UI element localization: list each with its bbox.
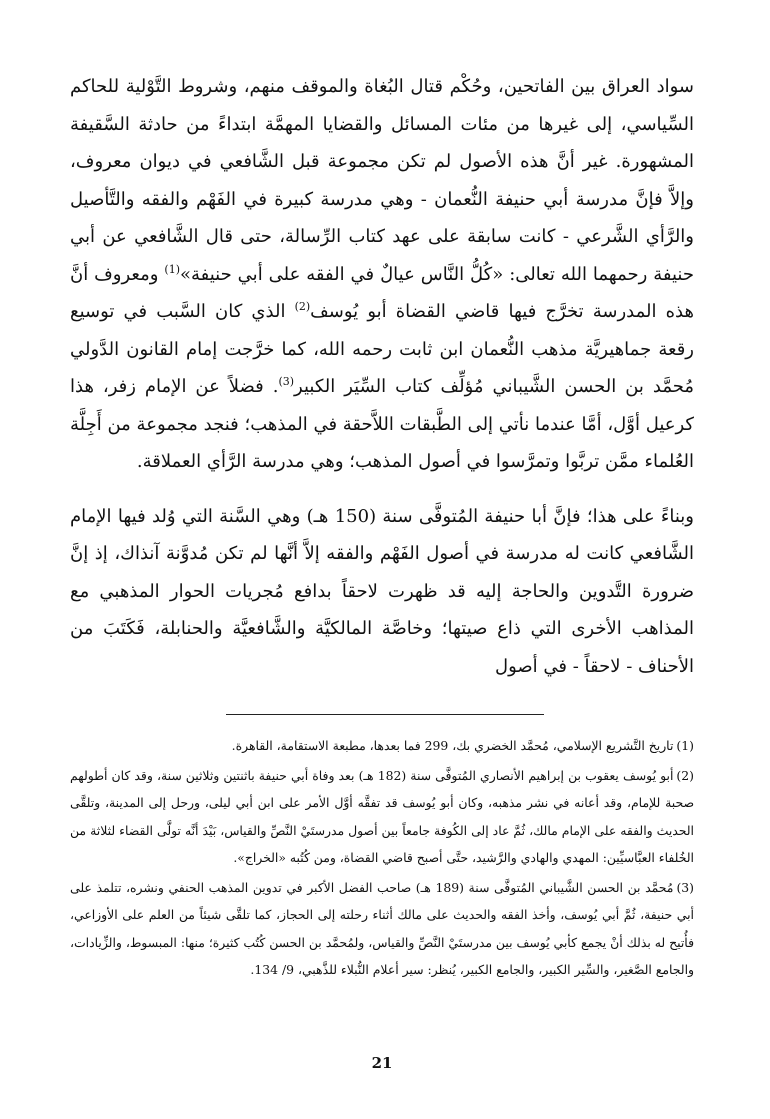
text-segment: سواد العراق بين الفاتحين، وحُكْم قتال البُغاة والموقف منهم، وشروط التَّوْلية للحاكم السِّياسي، إلى غيرها من مئات المسائل والقضايا المهمَّة ابتداءً من حادثة السَّقيفة المشهورة. غير أنَّ هذه الأصول لم تكن مجموعة قبل الشَّافعي في ديوان معروف، وإلاَّ فإنَّ مدرسة أبي حنيفة النُّعمان - وهي مدرسة كبيرة في الفَهْم والفقه والتَّأصيل والرَّأي الشَّرعي - كانت سابقة على عهد كتاب الرِّسالة، حتى قال الشَّافعي عن أبي حنيفة رحمهما الله تعالى: «كُلُّ النَّاس عيالٌ في الفقه على أبي حنيفة» [70,76,694,285]
footnote-ref-1: (1) [164,262,180,276]
main-text [70,68,694,685]
footnote-number: (3) [676,879,695,895]
footnote-text: مُحمَّد بن الحسن الشَّيباني المُتوفَّى سنة (189 هـ) صاحب الفضل الأكبر في تدوين المذهب الحنفي ونشره، تتلمذ على أبي حنيفة، ثُمَّ أبي يُوسف، وأخذ الفقه والحديث على مالك أثناء رحلته إلى الحجاز، كما تلقَّى شيئاً من العلم على الأوزاعي، فأُتيح له بذلك أنْ يجمع كأبي يُوسف بين مدرستَيْ النَّصِّ والقياس، ولمُحمَّد بن الحسن كُتُب كثيرة؛ منها: المبسوط، والزِّيادات، والجامع الصَّغير، والسِّير الكبير، والجامع الكبير، يُنظر: سير أعلام النُّبلاء للذَّهبي، 9/ 134. [70,879,694,977]
page-number: 21 [371,1054,393,1072]
footnote-2 [70,762,694,872]
footnotes [70,732,694,986]
footnote-1 [70,732,694,760]
text-segment: ومعروف أنَّ هذه المدرسة تخرَّج فيها قاضي القضاة أبو يُوسف [70,263,694,322]
text-segment: وبناءً على هذا؛ فإنَّ أبا حنيفة المُتوفَّى سنة (150 هـ) وهي السَّنة التي وُلد فيها الإمام الشَّافعي كانت له مدرسة في أصول الفَهْم والفقه إلاَّ أنَّها لم تكن مُدوَّنة آنذاك، إذ إنَّ ضرورة التَّدوين والحاجة إليه قد ظهرت لاحقاً بدافع مُجريات الحوار المذهبي مع المذاهب الأخرى التي ذاع صيتها؛ وخاصَّة المالكيَّة والشَّافعيَّة والحنابلة، فَكَتَبَ من الأحناف - لاحقاً - في أصول [70,505,694,677]
footnote-ref-3: (3) [278,375,295,388]
text-segment: . فضلاً عن الإمام زفر، هذا كرعيل أوَّل، أمَّا عندما نأتي إلى الطَّبقات اللاَّحقة في المذهب؛ فنجد مجموعة من أَجِلَّة العُلماء ممَّن تربَّوا وتمرَّسوا في أصول المذهب؛ وهي مدرسة الرَّأي العملاقة. [70,376,694,472]
text-segment: الذي كان السَّبب في توسيع رقعة جماهيريَّة مذهب النُّعمان ابن ثابت رحمه الله، كما خرَّجت إمام القانون الدَّولي مُحمَّد بن الحسن الشَّيباني مُؤلِّف كتاب السِّيَر الكبير [70,301,694,397]
paragraph-1 [70,68,694,481]
paragraph-2 [70,498,694,686]
footnote-text: تاريخ التَّشريع الإسلامي، مُحمَّد الخضري بك، 299 فما بعدها، مطبعة الاستقامة، القاهرة. [231,738,674,753]
footnote-divider [226,714,544,715]
book-page [70,68,694,1119]
footnote-number: (1) [676,738,694,753]
footnote-3 [70,874,694,984]
footnote-ref-2: (2) [294,300,311,313]
footnote-number: (2) [676,767,694,783]
footnote-text: أبو يُوسف يعقوب بن إبراهيم الأنصاري المُتوفَّى سنة (182 هـ) بعد وفاة أبي حنيفة باثنتين وثلاثين سنة، وقد كان أطولهم صحبة للإمام، وقد أعانه في نشر مذهبه، وكان أبو يُوسف قد تفقَّه أوَّل الأمر على ابن أبي ليلى، ورحل إلى المدينة، وتلقَّى الحديث والفقه على الإمام مالك، ثُمَّ عاد إلى الكُوفة جامعاً بين أصول مدرستَيْ النَّصِّ والقياس، بَيْدَ أنَّه تولَّى القضاء لثلاثة من الخُلفاء العبَّاسيِّين: المهدي والهادي والرَّشيد، حتَّى أصبح قاضي القضاة، ومن كُتُبه «الخراج». [70,767,694,865]
